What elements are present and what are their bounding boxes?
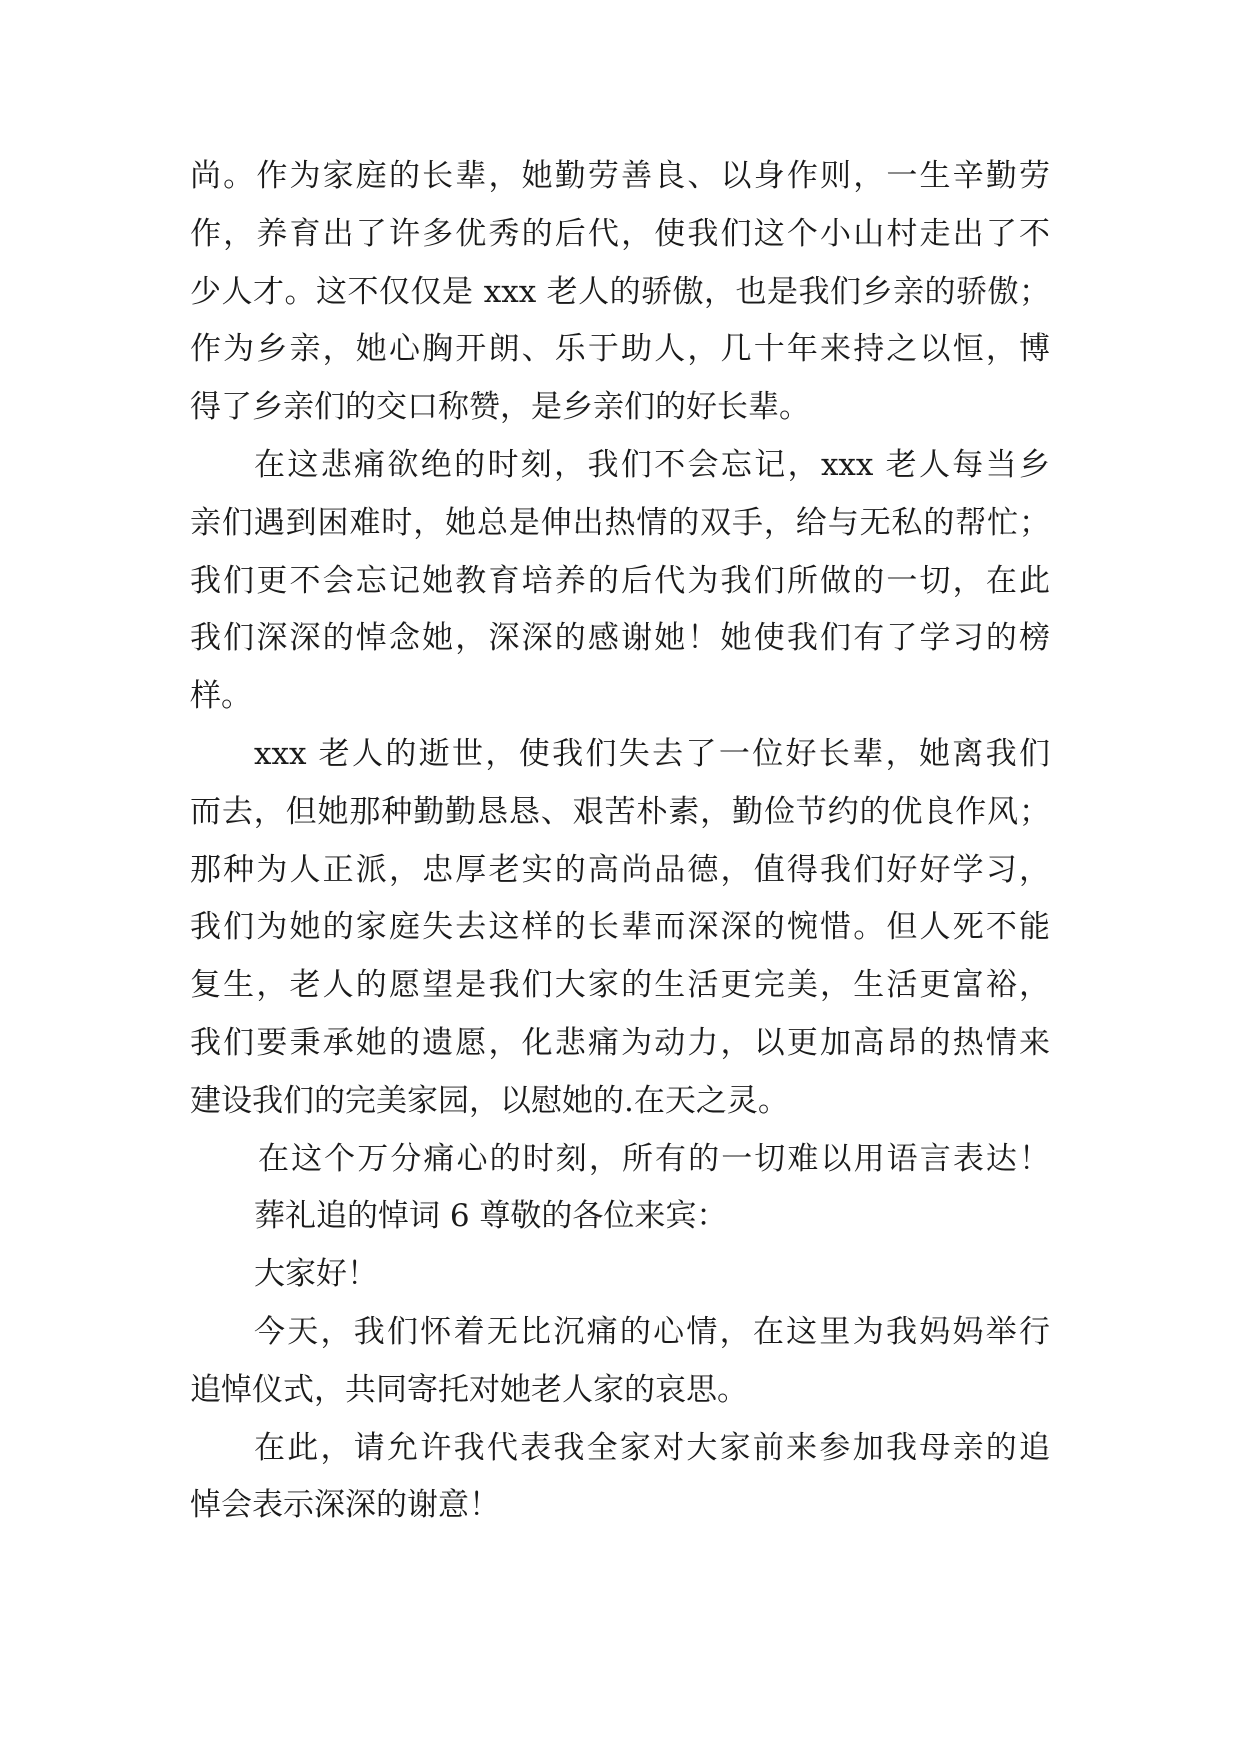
text-line: 少人才。这不仅仅是 xxx 老人的骄傲，也是我们乡亲的骄傲； (190, 273, 1050, 310)
text-line: 作，养育出了许多优秀的后代，使我们这个小山村走出了不 (190, 215, 1050, 252)
text-line: 作为乡亲，她心胸开朗、乐于助人，几十年来持之以恒，博 (190, 331, 1050, 368)
paragraph-start-line: 在这个万分痛心的时刻，所有的一切难以用语言表达！ (258, 1140, 1050, 1177)
paragraph-start-line: 今天，我们怀着无比沉痛的心情，在这里为我妈妈举行 (254, 1313, 1050, 1350)
paragraph-start-line: 在此，请允许我代表我全家对大家前来参加我母亲的追 (254, 1429, 1050, 1466)
text-line: 样。 (190, 678, 252, 715)
document-body (190, 153, 1050, 1540)
text-line: 我们深深的悼念她，深深的感谢她！她使我们有了学习的榜 (190, 620, 1050, 657)
text-line: 复生，老人的愿望是我们大家的生活更完美，生活更富裕， (190, 967, 1050, 1004)
text-line: 悼会表示深深的谢意！ (190, 1487, 500, 1524)
text-line: 尚。作为家庭的长辈，她勤劳善良、以身作则，一生辛勤劳 (190, 158, 1050, 194)
text-line: 那种为人正派，忠厚老实的高尚品德，值得我们好好学习， (190, 851, 1050, 888)
paragraph-start-line: xxx 老人的逝世，使我们失去了一位好长辈，她离我们 (254, 735, 1050, 772)
text-line: 亲们遇到困难时，她总是伸出热情的双手，给与无私的帮忙； (190, 504, 1050, 541)
greeting-line: 大家好！ (254, 1256, 378, 1293)
paragraph-start-line: 在这悲痛欲绝的时刻，我们不会忘记，xxx 老人每当乡 (254, 446, 1050, 483)
text-line: 得了乡亲们的交口称赞，是乡亲们的好长辈。 (190, 389, 810, 426)
text-line: 建设我们的完美家园，以慰她的.在天之灵。 (190, 1082, 789, 1119)
text-line: 我们更不会忘记她教育培养的后代为我们所做的一切，在此 (190, 562, 1050, 599)
text-line: 追悼仪式，共同寄托对她老人家的哀思。 (190, 1371, 748, 1408)
text-line: 我们要秉承她的遗愿，化悲痛为动力，以更加高昂的热情来 (190, 1024, 1050, 1061)
text-line: 而去，但她那种勤勤恳恳、艰苦朴素，勤俭节约的优良作风； (190, 793, 1050, 830)
section-title-line: 葬礼追的悼词 6 尊敬的各位来宾： (254, 1198, 728, 1235)
text-line: 我们为她的家庭失去这样的长辈而深深的惋惜。但人死不能 (190, 909, 1050, 946)
